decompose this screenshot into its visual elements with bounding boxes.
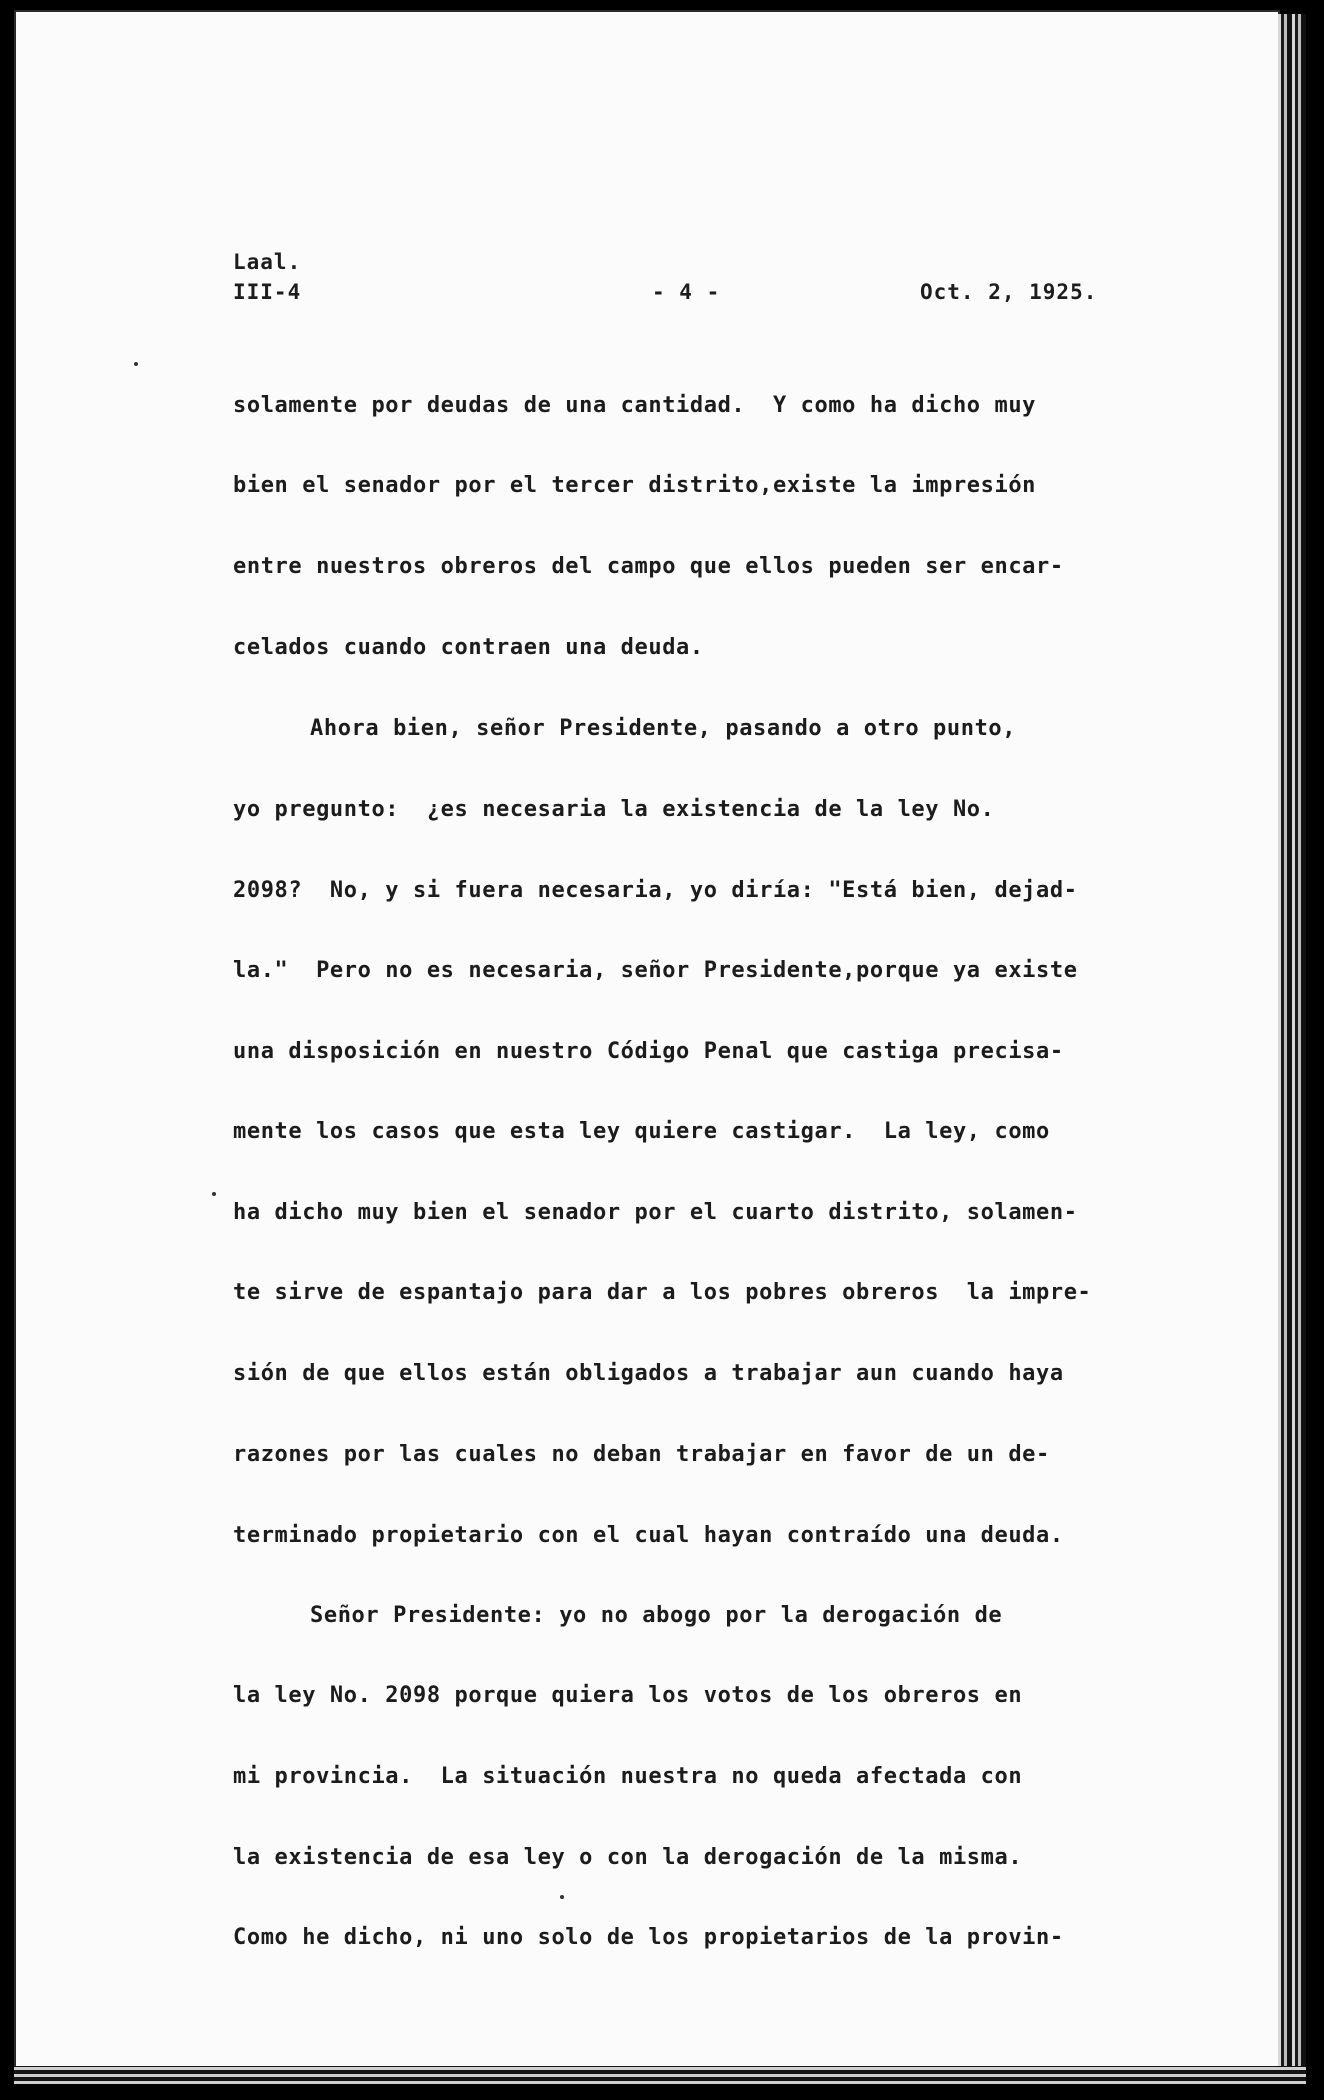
text-line: bien el senador por el tercer distrito,existe la impresión [233, 473, 1037, 498]
page-edge-bottom [14, 2066, 1306, 2084]
header-code-line2: III-4 [233, 280, 302, 304]
text-line: entre nuestros obreros del campo que ellos pueden ser encar- [233, 554, 1064, 579]
text-line: la ley No. 2098 porque quiera los votos de los obreros en [233, 1683, 1023, 1708]
text-line: una disposición en nuestro Código Penal que castiga precisa- [233, 1039, 1064, 1064]
text-line: ha dicho muy bien el senador por el cuarto distrito, solamen- [233, 1200, 1078, 1225]
text-line: Señor Presidente: yo no abogo por la derogación de [310, 1603, 1003, 1628]
ink-speck [134, 362, 138, 366]
text-line: te sirve de espantajo para dar a los pobres obreros la impre- [233, 1280, 1092, 1305]
text-line: razones por las cuales no deban trabajar en favor de un de- [233, 1442, 1050, 1467]
page-number: - 4 - [652, 280, 721, 304]
header-date: Oct. 2, 1925. [920, 280, 1098, 304]
text-line: la." Pero no es necesaria, señor Presidente,porque ya existe [233, 958, 1078, 983]
ink-speck [560, 1895, 564, 1899]
header-code-line1: Laal. [233, 250, 302, 274]
text-line: sión de que ellos están obligados a trabajar aun cuando haya [233, 1361, 1064, 1386]
text-line: celados cuando contraen una deuda. [233, 635, 704, 660]
text-line: solamente por deudas de una cantidad. Y como ha dicho muy [233, 393, 1037, 418]
text-line: Ahora bien, señor Presidente, pasando a otro punto, [310, 716, 1017, 741]
text-line: terminado propietario con el cual hayan contraído una deuda. [233, 1523, 1064, 1548]
page-edge-right [1278, 14, 1306, 2069]
text-line: la existencia de esa ley o con la derogación de la misma. [233, 1845, 1023, 1870]
text-line: mente los casos que esta ley quiere castigar. La ley, como [233, 1119, 1050, 1144]
text-line: yo pregunto: ¿es necesaria la existencia de la ley No. [233, 797, 995, 822]
ink-speck [212, 1192, 216, 1196]
text-line: mi provincia. La situación nuestra no queda afectada con [233, 1764, 1023, 1789]
text-line: 2098? No, y si fuera necesaria, yo diría: "Está bien, dejad- [233, 878, 1078, 903]
text-line: Como he dicho, ni uno solo de los propietarios de la provin- [233, 1925, 1064, 1950]
